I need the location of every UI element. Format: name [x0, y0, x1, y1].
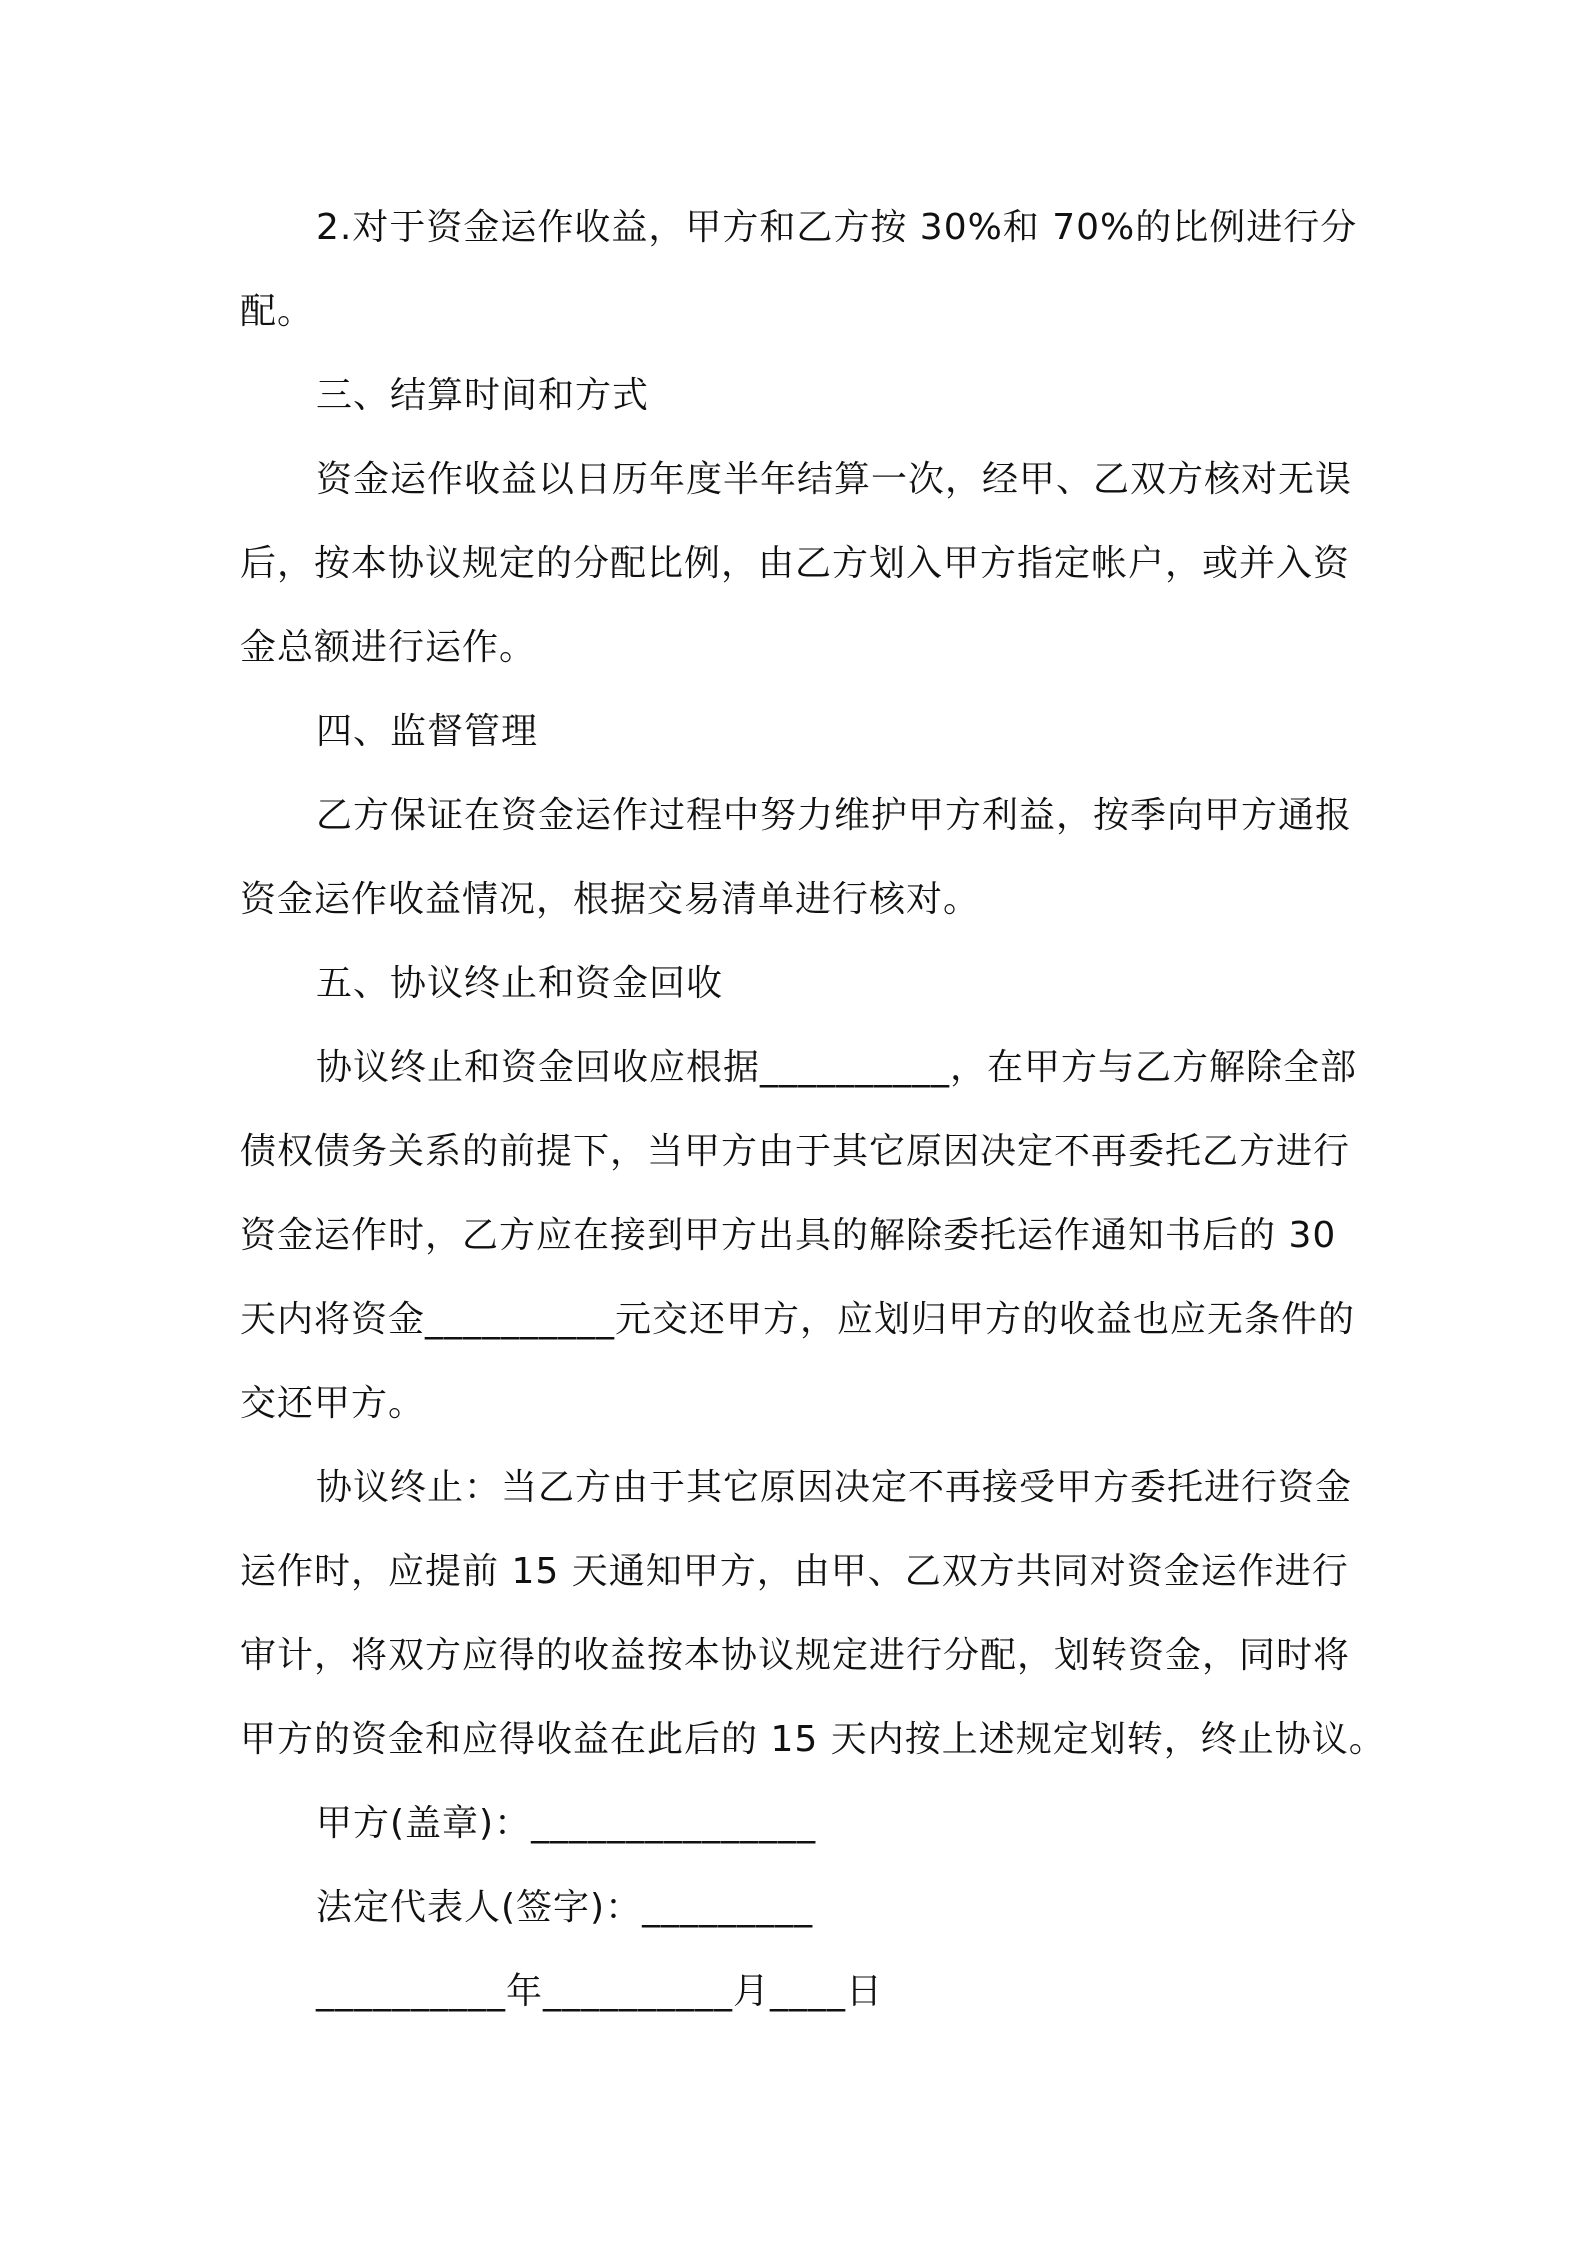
date-field: __________年__________月____日	[316, 1971, 883, 2012]
termination-paragraph-line-4: 天内将资金__________元交还甲方，应划归甲方的收益也应无条件的	[240, 1299, 1356, 1340]
section-heading-termination: 五、协议终止和资金回收	[316, 963, 724, 1004]
legal-representative-signature-field: 法定代表人(签字)：_________	[316, 1887, 814, 1928]
early-termination-paragraph-line-1: 协议终止：当乙方由于其它原因决定不再接受甲方委托进行资金	[316, 1467, 1353, 1508]
early-termination-paragraph-line-3: 审计，将双方应得的收益按本协议规定进行分配，划转资金，同时将	[240, 1635, 1351, 1676]
termination-paragraph-line-5: 交还甲方。	[240, 1383, 426, 1424]
termination-paragraph-line-1: 协议终止和资金回收应根据__________，在甲方与乙方解除全部	[316, 1047, 1358, 1088]
profit-distribution-clause-line-1: 2.对于资金运作收益，甲方和乙方按 30%和 70%的比例进行分	[316, 207, 1358, 248]
section-heading-settlement: 三、结算时间和方式	[316, 375, 650, 416]
termination-paragraph-line-2: 债权债务关系的前提下，当甲方由于其它原因决定不再委托乙方进行	[240, 1131, 1351, 1172]
supervision-paragraph-line-2: 资金运作收益情况，根据交易清单进行核对。	[240, 879, 981, 920]
settlement-paragraph-line-3: 金总额进行运作。	[240, 627, 537, 668]
section-heading-supervision: 四、监督管理	[316, 711, 539, 752]
settlement-paragraph-line-2: 后，按本协议规定的分配比例，由乙方划入甲方指定帐户，或并入资	[240, 543, 1351, 584]
early-termination-paragraph-line-4: 甲方的资金和应得收益在此后的 15 天内按上述规定划转，终止协议。	[240, 1719, 1386, 1760]
profit-distribution-clause-line-2: 配。	[240, 291, 315, 332]
termination-paragraph-line-3: 资金运作时，乙方应在接到甲方出具的解除委托运作通知书后的 30	[240, 1215, 1337, 1256]
settlement-paragraph-line-1: 资金运作收益以日历年度半年结算一次，经甲、乙双方核对无误	[316, 459, 1353, 500]
early-termination-paragraph-line-2: 运作时，应提前 15 天通知甲方，由甲、乙双方共同对资金运作进行	[240, 1551, 1349, 1592]
supervision-paragraph-line-1: 乙方保证在资金运作过程中努力维护甲方利益，按季向甲方通报	[316, 795, 1353, 836]
party-a-seal-field: 甲方(盖章)：_______________	[316, 1803, 817, 1844]
